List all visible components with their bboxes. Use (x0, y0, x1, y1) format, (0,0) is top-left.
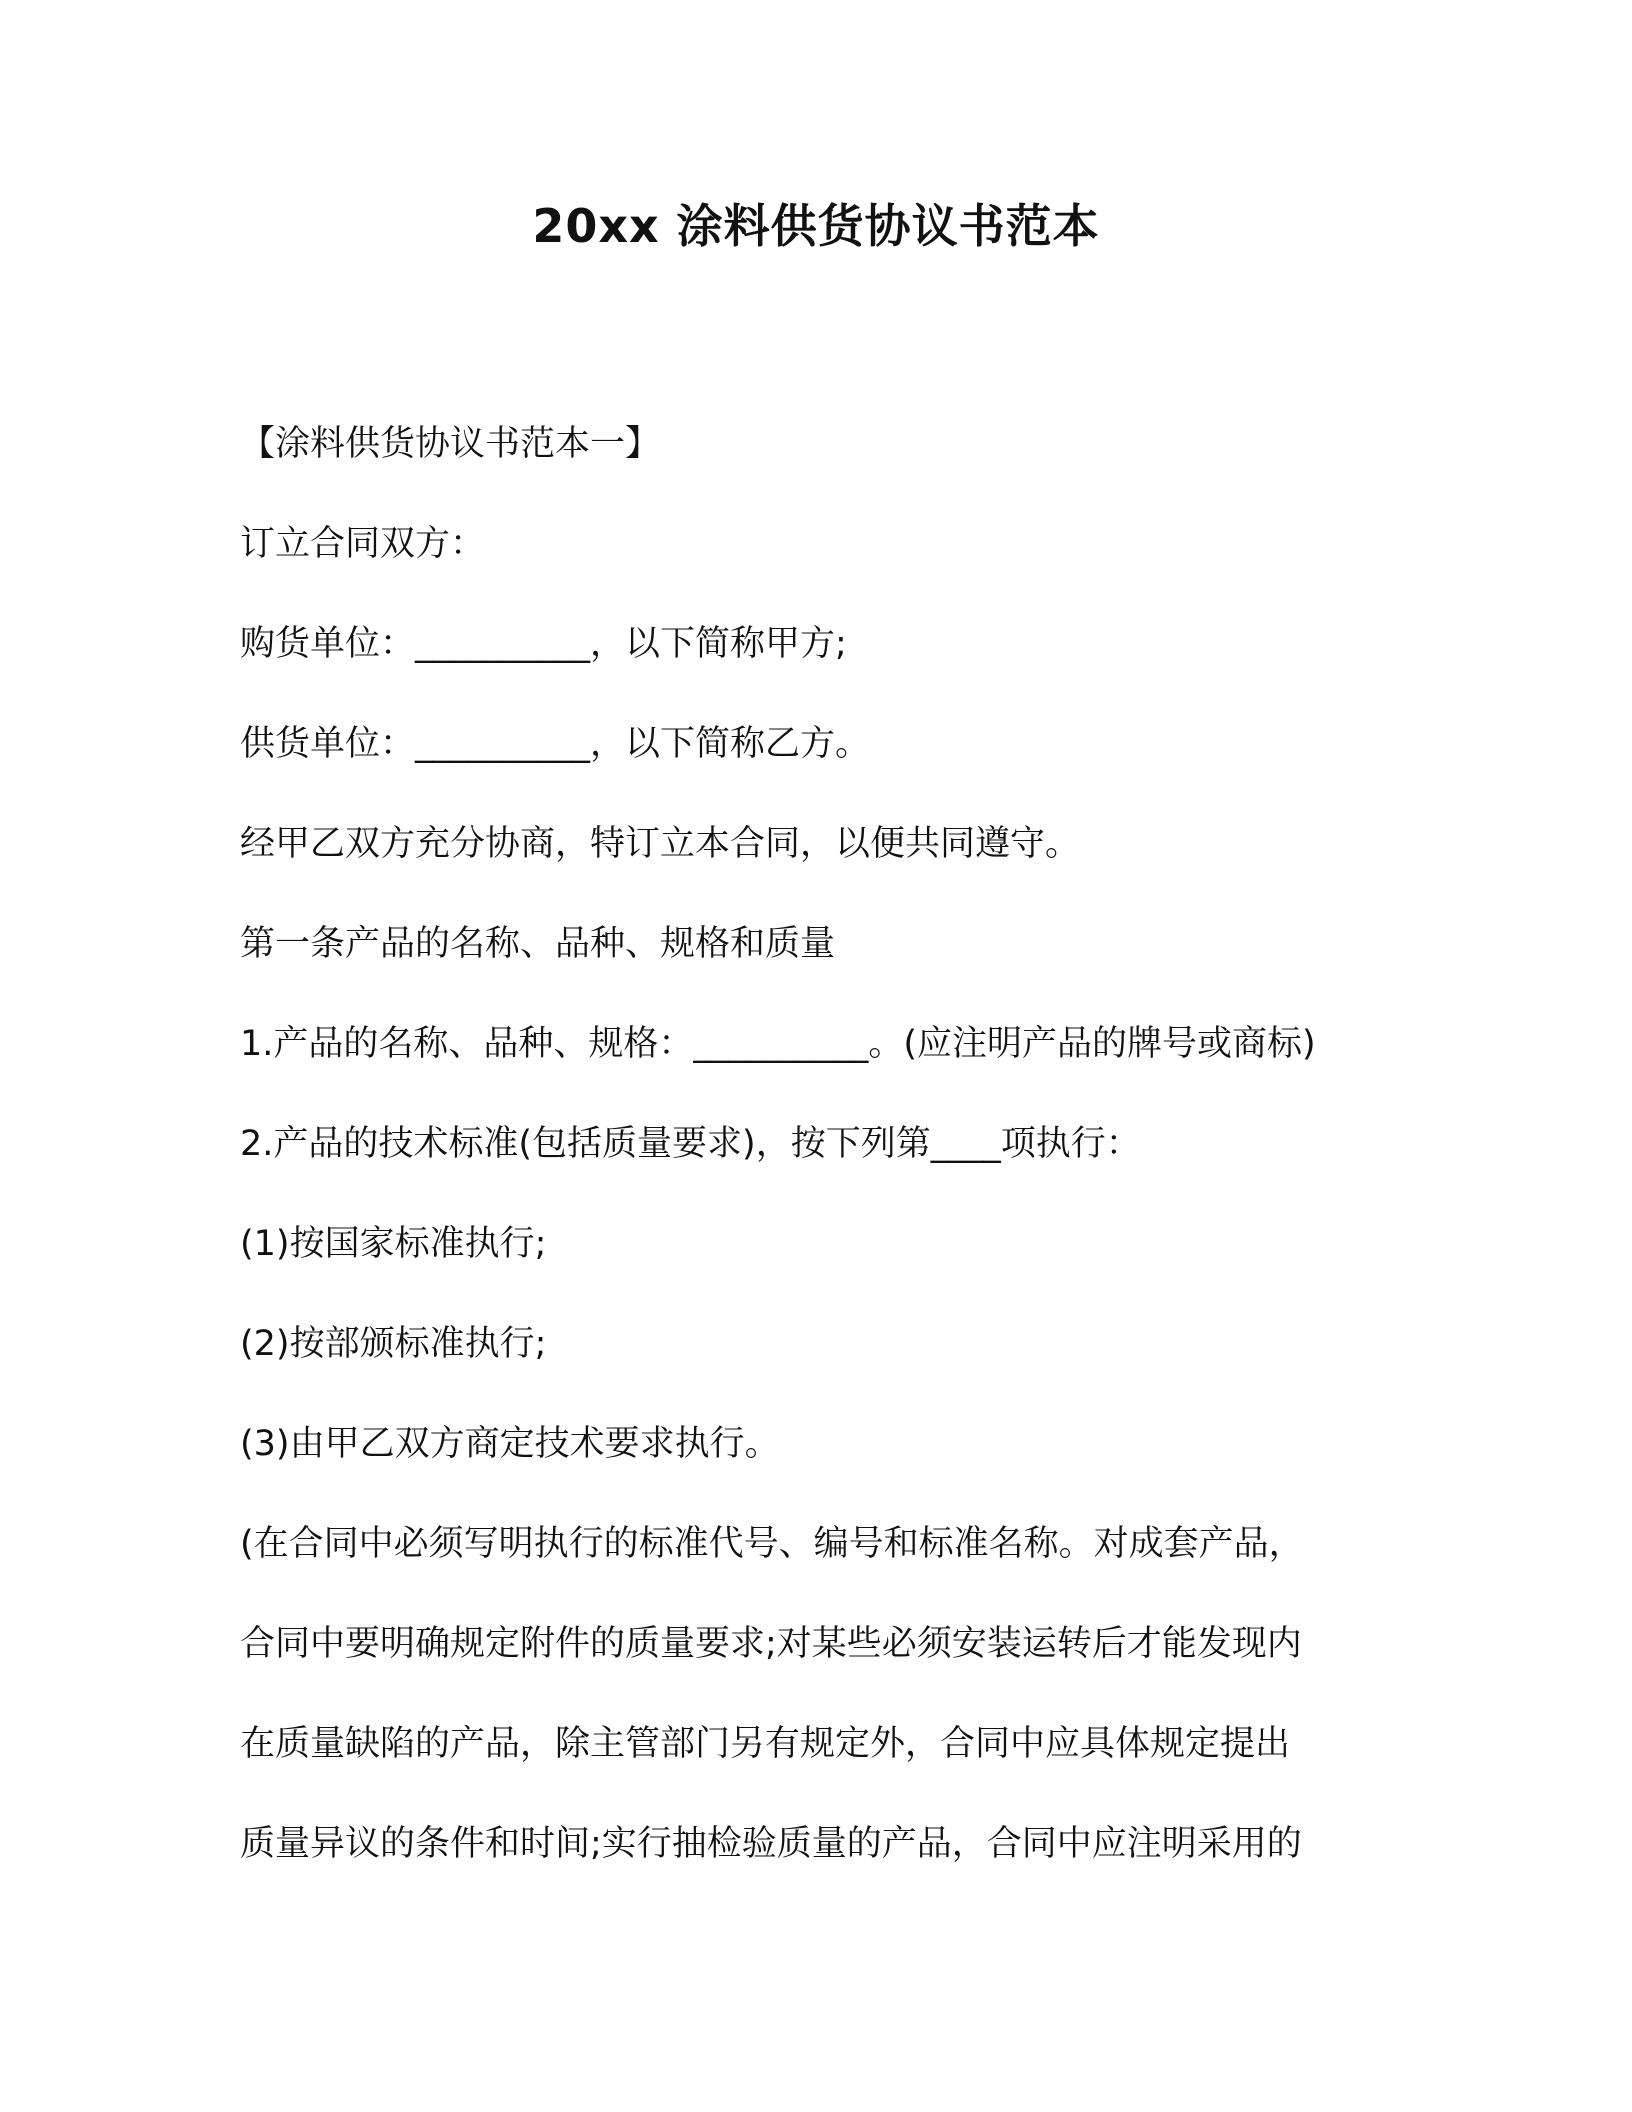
list-item: (3)由甲乙双方商定技术要求执行。 (240, 1424, 780, 1464)
paragraph-line: 2.产品的技术标准(包括质量要求)，按下列第____项执行： (240, 1124, 1141, 1164)
paragraph-line: 质量异议的条件和时间;实行抽检验质量的产品，合同中应注明采用的 (240, 1824, 1302, 1864)
paragraph-line: 合同中要明确规定附件的质量要求;对某些必须安装运转后才能发现内 (240, 1624, 1302, 1664)
paragraph-line: (在合同中必须写明执行的标准代号、编号和标准名称。对成套产品， (240, 1524, 1304, 1564)
paragraph-line: 供货单位：__________，以下简称乙方。 (240, 724, 871, 764)
paragraph-line: 在质量缺陷的产品，除主管部门另有规定外，合同中应具体规定提出 (240, 1724, 1291, 1764)
paragraph-line: 购货单位：__________，以下简称甲方; (240, 624, 847, 664)
article-heading: 第一条产品的名称、品种、规格和质量 (240, 924, 836, 964)
list-item: (2)按部颁标准执行; (240, 1324, 547, 1364)
paragraph-line: 经甲乙双方充分协商，特订立本合同，以便共同遵守。 (240, 824, 1081, 864)
paragraph-line: 1.产品的名称、品种、规格：__________。(应注明产品的牌号或商标) (240, 1024, 1316, 1064)
paragraph-line: 订立合同双方： (240, 524, 486, 564)
document-title: 20xx 涂料供货协议书范本 (532, 199, 1100, 253)
section-heading: 【涂料供货协议书范本一】 (240, 424, 661, 464)
list-item: (1)按国家标准执行; (240, 1224, 547, 1264)
